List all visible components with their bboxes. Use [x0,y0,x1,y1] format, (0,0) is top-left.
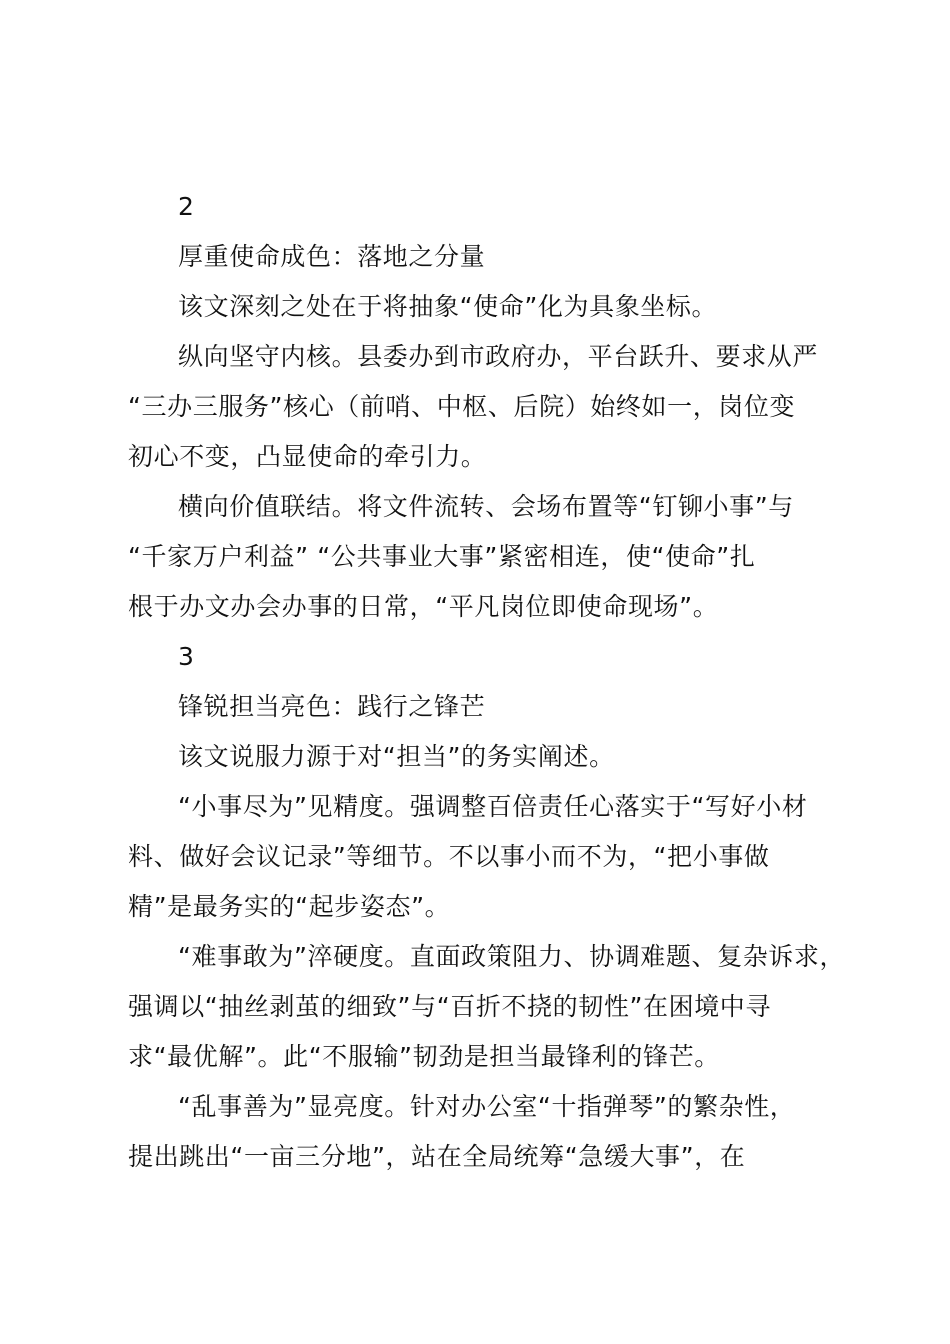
paragraph-line: 强调以“抽丝剥茧的细致”与“百折不挠的韧性”在困境中寻 [128,992,772,1021]
paragraph-line: 根于办文办会办事的日常，“平凡岗位即使命现场”。 [128,592,719,621]
paragraph-line: 精”是最务实的“起步姿态”。 [128,892,451,921]
paragraph-line: 横向价值联结。将文件流转、会场布置等“钉铆小事”与 [178,492,794,521]
paragraph-line: 料、做好会议记录”等细节。不以事小而不为，“把小事做 [128,842,770,871]
paragraph-line: 提出跳出“一亩三分地”，站在全局统筹“急缓大事”，在 [128,1142,746,1171]
section-heading-responsibility: 锋锐担当亮色：践行之锋芒 [178,692,486,721]
section-number-2: 2 [178,192,195,221]
paragraph-line: 该文深刻之处在于将抽象“使命”化为具象坐标。 [178,292,718,321]
paragraph-line: 初心不变，凸显使命的牵引力。 [128,442,487,471]
paragraph-line: 求“最优解”。此“不服输”韧劲是担当最锋利的锋芒。 [128,1042,720,1071]
paragraph-line: 该文说服力源于对“担当”的务实阐述。 [178,742,615,771]
section-heading-mission: 厚重使命成色：落地之分量 [178,242,486,271]
paragraph-line: “三办三服务”核心（前哨、中枢、后院）始终如一，岗位变 [128,392,796,421]
paragraph-line: 纵向坚守内核。县委办到市政府办，平台跃升、要求从严 [178,342,819,371]
paragraph-line: “小事尽为”见精度。强调整百倍责任心落实于“写好小材 [178,792,808,821]
paragraph-line: “千家万户利益” “公共事业大事”紧密相连，使“使命”扎 [128,542,756,571]
paragraph-line: “乱事善为”显亮度。针对办公室“十指弹琴”的繁杂性， [178,1092,796,1121]
document-body [128,182,846,1182]
section-number-3: 3 [178,642,195,671]
paragraph-line: “难事敢为”淬硬度。直面政策阻力、协调难题、复杂诉求， [178,942,846,971]
